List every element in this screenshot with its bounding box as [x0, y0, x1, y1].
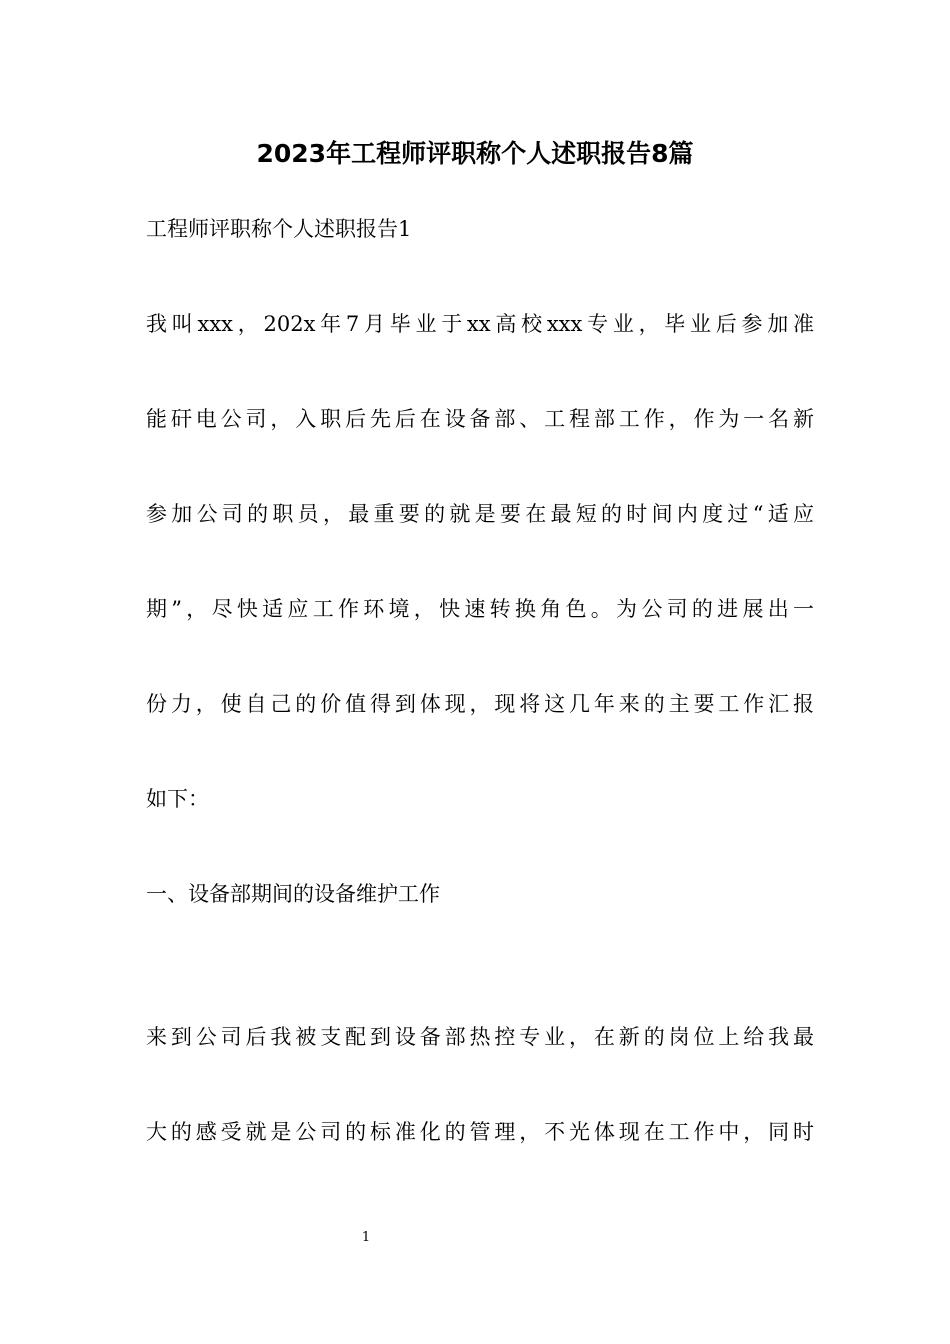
paragraph-line: 参加公司的职员，最重要的就是要在最短的时间内度过“适应 — [146, 502, 814, 526]
paragraph-line: 大的感受就是公司的标准化的管理，不光体现在工作中，同时 — [146, 1120, 814, 1144]
paragraph-line: 能矸电公司，入职后先后在设备部、工程部工作，作为一名新 — [146, 407, 814, 431]
section-heading: 工程师评职称个人述职报告1 — [146, 217, 412, 241]
paragraph-line: 如下： — [146, 787, 209, 811]
paragraph-line: 份力，使自己的价值得到体现，现将这几年来的主要工作汇报 — [146, 692, 814, 716]
paragraph-line: 来到公司后我被支配到设备部热控专业，在新的岗位上给我最 — [146, 1025, 814, 1049]
page-title: 2023年工程师评职称个人述职报告8篇 — [256, 139, 694, 168]
paragraph-line: 我叫xxx，202x年7月毕业于xx高校xxx专业，毕业后参加准 — [146, 312, 814, 336]
page-number: 1 — [361, 1230, 371, 1245]
paragraph-line: 期”，尽快适应工作环境，快速转换角色。为公司的进展出一 — [146, 597, 814, 621]
subsection-heading: 一、设备部期间的设备维护工作 — [146, 882, 440, 906]
